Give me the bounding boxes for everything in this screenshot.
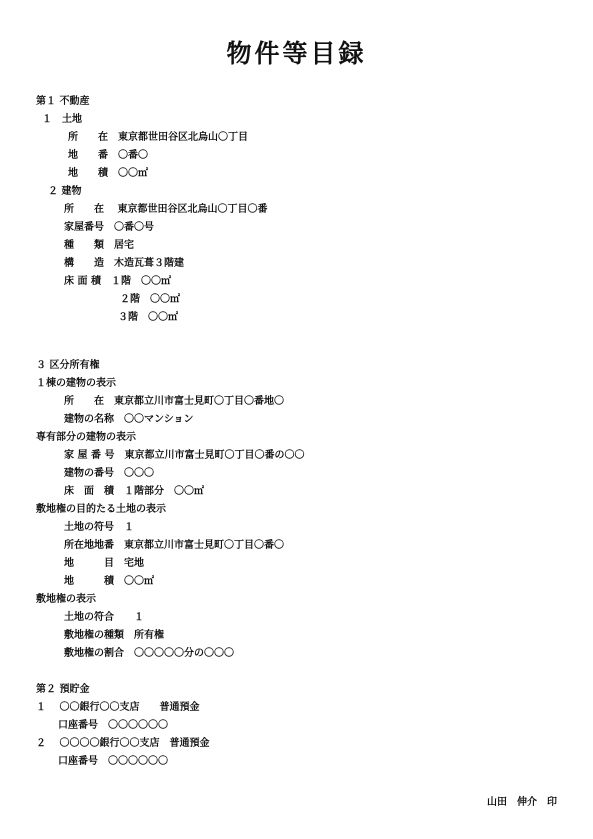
land-area: 地 積 〇〇㎡ (68, 168, 148, 179)
building-kind: 種 類 居宅 (64, 240, 134, 251)
site-land-location: 所在地地番 東京都立川市富士見町〇丁目〇番〇 (64, 540, 284, 551)
building-location: 所 在 東京都世田谷区北烏山〇丁目〇番 (64, 204, 268, 215)
building-heading: ２ 建物 (48, 186, 82, 197)
site-land-area: 地 積 〇〇㎡ (64, 576, 154, 587)
whole-building-name: 建物の名称 〇〇マンション (64, 414, 194, 425)
land-location: 所 在 東京都世田谷区北烏山〇丁目 (68, 132, 248, 143)
account-1-bank: １ 〇〇銀行〇〇支店 普通預金 (36, 702, 200, 713)
building-floor-area-3: ３階 〇〇㎡ (118, 312, 178, 323)
building-floor-area-1: 床 面 積 １階 〇〇㎡ (64, 276, 171, 287)
exclusive-part-heading: 専有部分の建物の表示 (36, 432, 136, 443)
document-title: 物件等目録 (226, 39, 367, 68)
site-right-type: 敷地権の種類 所有権 (64, 630, 164, 641)
section-3-heading: ３ 区分所有権 (36, 360, 100, 371)
signature: 山田 伸介 印 (487, 797, 557, 808)
site-right-heading: 敷地権の表示 (36, 594, 96, 605)
building-structure: 構 造 木造瓦葺３階建 (64, 258, 184, 269)
site-land-heading: 敷地権の目的たる土地の表示 (36, 504, 166, 515)
account-1-number: 口座番号 〇〇〇〇〇〇 (58, 720, 168, 731)
account-2-bank: ２ 〇〇〇〇銀行〇〇支店 普通預金 (36, 738, 210, 749)
whole-building-location: 所 在 東京都立川市富士見町〇丁目〇番地〇 (64, 396, 284, 407)
exclusive-part-floor-area: 床 面 積 １階部分 〇〇㎡ (64, 486, 204, 497)
land-lot-number: 地 番 〇番〇 (68, 150, 148, 161)
section-1-heading: 第１ 不動産 (36, 96, 90, 107)
exclusive-part-house-number: 家 屋 番 号 東京都立川市富士見町〇丁目〇番の〇〇 (64, 450, 305, 461)
land-heading: １ 土地 (42, 114, 82, 125)
site-right-symbol: 土地の符合 １ (64, 612, 144, 623)
building-house-number: 家屋番号 〇番〇号 (64, 222, 154, 233)
site-land-symbol: 土地の符号 １ (64, 522, 134, 533)
whole-building-heading: １棟の建物の表示 (36, 378, 116, 389)
site-right-ratio: 敷地権の割合 〇〇〇〇〇分の〇〇〇 (64, 648, 234, 659)
exclusive-part-building-number: 建物の番号 〇〇〇 (64, 468, 154, 479)
account-2-number: 口座番号 〇〇〇〇〇〇 (58, 756, 168, 767)
site-land-category: 地 目 宅地 (64, 558, 144, 569)
building-floor-area-2: ２階 〇〇㎡ (120, 294, 180, 305)
section-2-heading: 第２ 預貯金 (36, 684, 90, 695)
